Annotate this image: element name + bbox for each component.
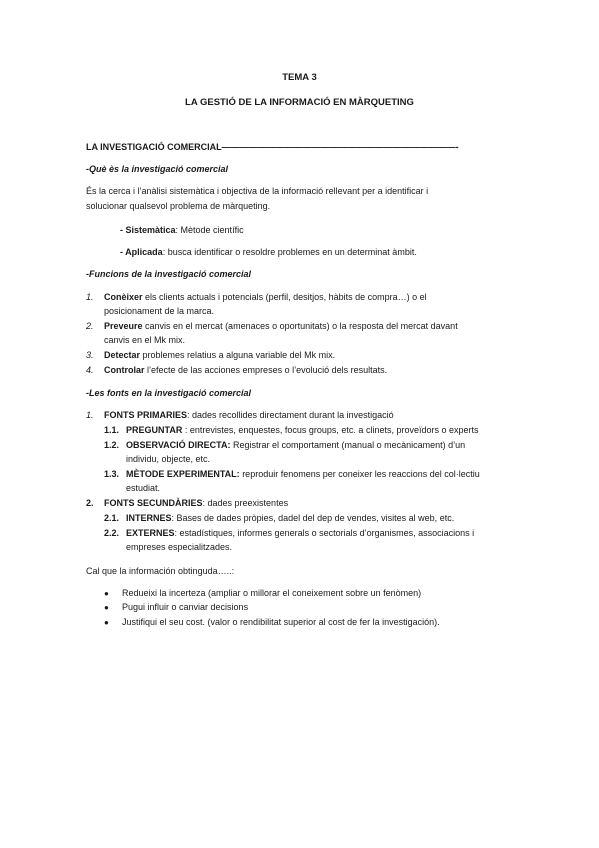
funcio-2-line1	[104, 320, 458, 333]
tema-label: TEMA 3	[282, 72, 317, 83]
sub-1-3-line1	[126, 468, 480, 481]
funcio-3-line1	[104, 349, 335, 362]
term: - Aplicada	[120, 247, 163, 257]
desc: canvis en el mercat (amenaces o oportunitats) o la resposta del mercat davant	[142, 321, 458, 331]
desc: : estadístiques, informes generals o sectorials d’organismes, associacions i	[174, 528, 475, 538]
cal-bullet-3: Justifiqui el seu cost. (valor o rendibilitat superior al cost de fer la investigación).	[122, 617, 440, 627]
sub-2-1	[126, 512, 454, 525]
desc: : Bases de dades pròpies, dadel del dep de vendes, visites al web, etc.	[171, 513, 455, 523]
bullet-icon: ●	[104, 603, 109, 612]
sub-1-3-line2: estudiat.	[126, 483, 161, 493]
fonts-secundaries	[104, 497, 288, 510]
term: PREGUNTAR	[126, 425, 183, 435]
desc: els clients actuals i potencials (perfil, desitjos, hàbits de compra…) o el	[142, 292, 427, 302]
funcions-heading: -Funcions de la investigació comercial	[86, 269, 252, 279]
desc: : dades preexistentes	[202, 498, 289, 508]
term: Detectar	[104, 350, 141, 360]
term: - Sistemàtica	[120, 225, 176, 235]
sub-2-2-line2: empreses especialitzades.	[126, 542, 233, 552]
list-item-aplicada	[120, 246, 417, 259]
desc: l’efecte de las acciones empreses o l’evolució dels resultats.	[144, 365, 388, 375]
funcio-num-2: 2.	[86, 321, 94, 331]
term: Preveure	[104, 321, 143, 331]
desc: : busca identificar o resoldre problemes en un determinat àmbit.	[162, 247, 417, 257]
funcio-num-4: 4.	[86, 365, 94, 375]
bullet-icon: ●	[104, 589, 109, 598]
desc: reproduir fenomens per coneixer les reaccions del col·lectiu	[239, 469, 480, 479]
fonts-secundaries-num: 2.	[86, 498, 94, 508]
funcio-num-3: 3.	[86, 350, 94, 360]
desc: Registrar el comportament (manual o mecànicament) d’un	[230, 440, 466, 450]
desc: : dades recollides directament durant la investigació	[187, 410, 394, 420]
funcio-4-line1	[104, 364, 387, 377]
fonts-heading: -Les fonts en la investigació comercial	[86, 388, 252, 398]
cal-bullet-2: Pugui influir o canviar decisions	[122, 602, 249, 612]
sub-num: 1.1.	[104, 425, 120, 435]
sub-1-2-line1	[126, 439, 465, 452]
sub-num: 1.3.	[104, 469, 120, 479]
que-es-text-line2: solucionar qualsevol problema de màrqueting.	[86, 201, 271, 211]
section-title: LA INVESTIGACIÓ COMERCIAL——————————————————————————-	[86, 142, 459, 152]
bullet-icon: ●	[104, 618, 109, 627]
desc: : entrevistes, enquestes, focus groups, etc. a clinets, proveïdors o experts	[182, 425, 479, 435]
term: Controlar	[104, 365, 145, 375]
sub-num: 1.2.	[104, 440, 120, 450]
fonts-primaries	[104, 409, 394, 422]
funcio-2-line2: canvis en el Mk mix.	[104, 335, 186, 345]
cal-bullet-1: Redueixi la incerteza (ampliar o millorar el coneixement sobre un fenòmen)	[122, 588, 422, 598]
desc: : Mètode científic	[175, 225, 244, 235]
term: EXTERNES	[126, 528, 175, 538]
term: FONTS SECUNDÀRIES	[104, 498, 203, 508]
term: FONTS PRIMARIES	[104, 410, 188, 420]
term: INTERNES	[126, 513, 172, 523]
term: MÈTODE EXPERIMENTAL:	[126, 469, 240, 479]
sub-num: 2.2.	[104, 528, 120, 538]
list-item-sistematica	[120, 224, 244, 237]
sub-2-2-line1	[126, 527, 474, 540]
sub-1-2-line2: individu, objecte, etc.	[126, 454, 211, 464]
que-es-text-line1: És la cerca i l’anàlisi sistemàtica i objectiva de la informació rellevant per a identificar i	[86, 186, 429, 196]
document-title: LA GESTIÓ DE LA INFORMACIÓ EN MÀRQUETING	[185, 97, 414, 108]
que-es-heading: -Què ès la investigació comercial	[86, 164, 229, 174]
cal-intro: Cal que la información obtinguda…..:	[86, 566, 235, 576]
term: OBSERVACIÓ DIRECTA:	[126, 440, 231, 450]
funcio-1-line1	[104, 291, 427, 304]
sub-num: 2.1.	[104, 513, 120, 523]
sub-1-1	[126, 424, 479, 437]
funcio-num-1: 1.	[86, 292, 94, 302]
desc: problemes relatius a alguna variable del Mk mix.	[140, 350, 336, 360]
term: Conèixer	[104, 292, 143, 302]
funcio-1-line2: posicionament de la marca.	[104, 306, 215, 316]
fonts-primaries-num: 1.	[86, 410, 94, 420]
